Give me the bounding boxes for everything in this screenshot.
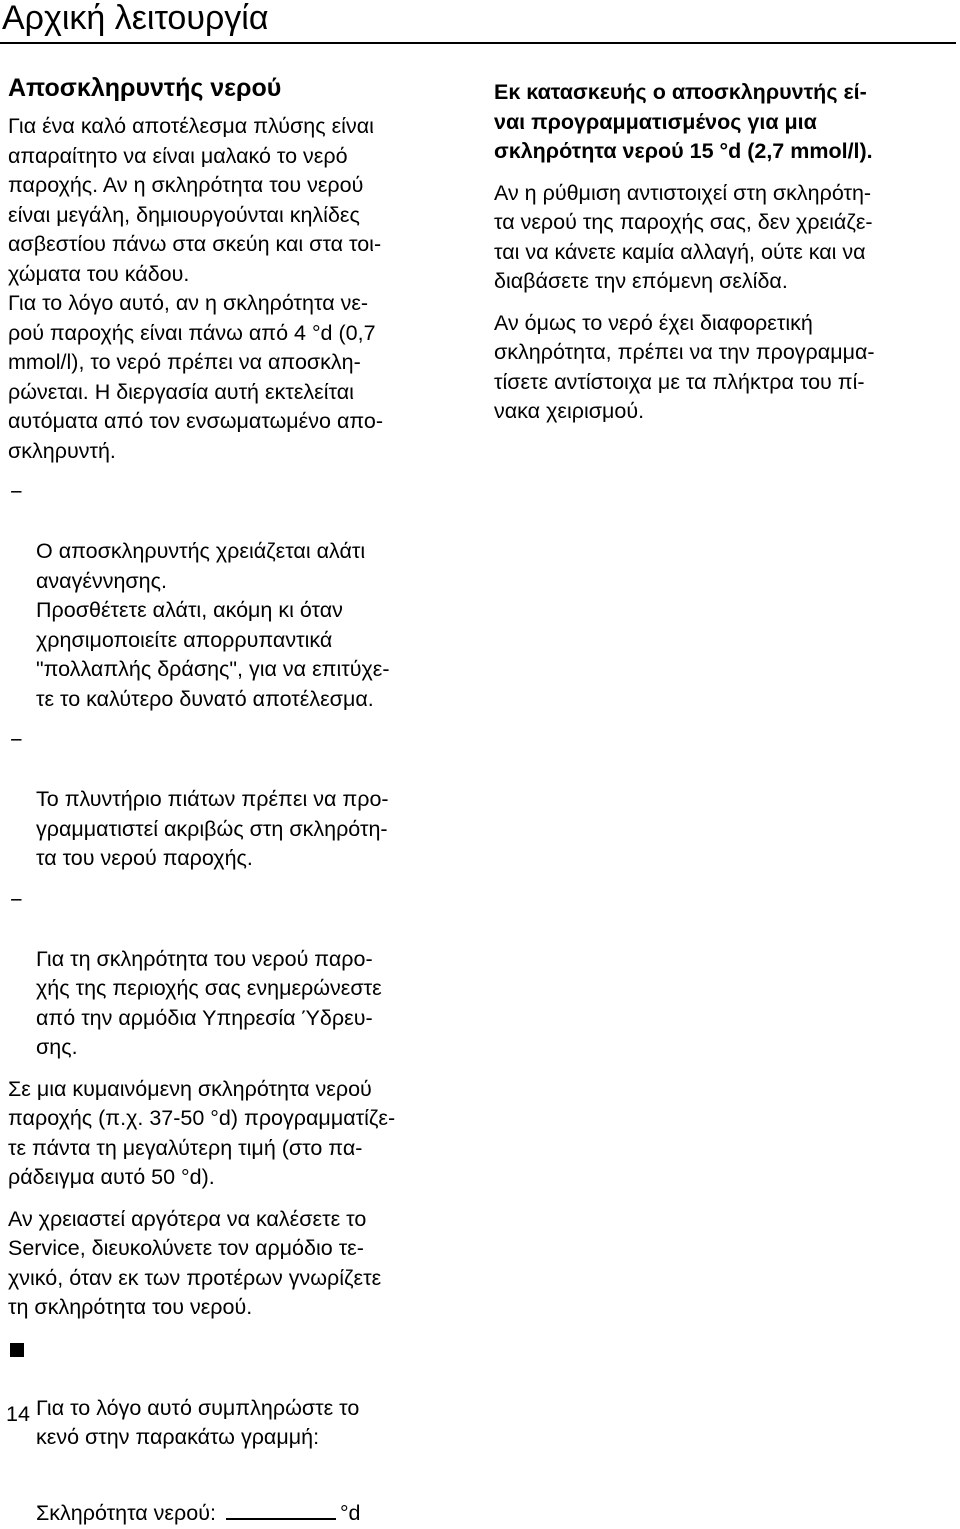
square-bullet-icon (10, 1343, 24, 1357)
hardness-fill-row (8, 1467, 468, 1529)
different-hardness-paragraph: Αν όμως το νερό έχει διαφορετική σκληρότητα, πρέπει να την προγραμμα- τίσετε αντίστοιχα με τα πλήκτρα του πί- νακα χειρισμού. (494, 310, 875, 423)
right-column (494, 78, 946, 427)
setting-matches-paragraph: Αν η ρύθμιση αντιστοιχεί στη σκληρότη- τα νερού της παροχής σας, δεν χρειάζε- ται να κάνετε καμία αλλαγή, ούτε και να διαβάσετε την επόμενη σελίδα. (494, 180, 873, 293)
dash-item-water-authority (8, 886, 468, 1063)
left-column (8, 72, 468, 1529)
page-title: Αρχική λειτουργία (2, 0, 269, 37)
dash-bullet: − (10, 480, 23, 504)
header-divider (0, 42, 956, 44)
service-paragraph: Αν χρειαστεί αργότερα να καλέσετε το Service, διευκολύνετε τον αρμόδιο τε- χνικό, όταν εκ των προτέρων γνωρίζετε τη σκληρότητα του νερού. (8, 1206, 382, 1319)
intro-paragraph: Για ένα καλό αποτέλεσμα πλύσης είναι απαραίτητο να είναι μαλακό το νερό παροχής. Αν η σκληρότητα του νερού είναι μεγάλη, δημιουργούνται κηλίδες ασβεστίου πάνω στα σκεύη και στα τοι- χώματα του κάδου. Για το λόγο αυτό, αν η σκληρότητα νε- ρού παροχής είναι πάνω από 4 °d (0,7 mmol/l), το νερό πρέπει να αποσκλη- ρώνεται. Η διεργασία αυτή εκτελείται αυτόματα από τον ενσωματωμένο απο- σκληρυντή. (8, 114, 384, 463)
dash-bullet: − (10, 887, 23, 912)
hardness-label: Σκληρότητα νερού: (36, 1501, 216, 1525)
dash-item-text: Ο αποσκληρυντής χρειάζεται αλάτι αναγέννησης. Προσθέτετε αλάτι, ακόμη κι όταν χρησιμοποιείτε απορρυπαντικά "πολλαπλής δράσης", για να επιτύχε- τε το καλύτερο δυνατό αποτέλεσμα. (36, 539, 390, 711)
action-item-text: Για το λόγο αυτό συμπληρώστε το κενό στην παρακάτω γραμμή: (36, 1395, 360, 1449)
dash-item-salt (8, 478, 468, 714)
dash-bullet: − (10, 728, 23, 752)
hardness-blank-line (226, 1496, 336, 1520)
dash-item-text: Το πλυντήριο πιάτων πρέπει να προ- γραμματιστεί ακριβώς στη σκληρότη- τα του νερού παροχής. (36, 787, 389, 870)
action-item (8, 1335, 468, 1453)
dash-item-text: Για τη σκληρότητα του νερού παρο- χής της περιοχής σας ενημερώνεστε από την αρμόδια Υπηρεσία Ύδρευ- σης. (36, 946, 382, 1059)
hardness-unit: °d (339, 1501, 361, 1525)
dash-item-programming (8, 726, 468, 874)
page-number: 14 (6, 1402, 30, 1426)
section-title: Αποσκληρυντής νερού (8, 74, 282, 102)
factory-setting-note: Εκ κατασκευής ο αποσκληρυντής εί- ναι προγραμματισμένος για μια σκληρότητα νερού 15 °d (2,7 mmol/l). (494, 80, 873, 163)
fluctuating-hardness-paragraph: Σε μια κυμαινόμενη σκληρότητα νερού παροχής (π.χ. 37-50 °d) προγραμματίζε- τε πάντα τη μεγαλύτερη τιμή (στο πα- ράδειγμα αυτό 50 °d). (8, 1076, 396, 1189)
